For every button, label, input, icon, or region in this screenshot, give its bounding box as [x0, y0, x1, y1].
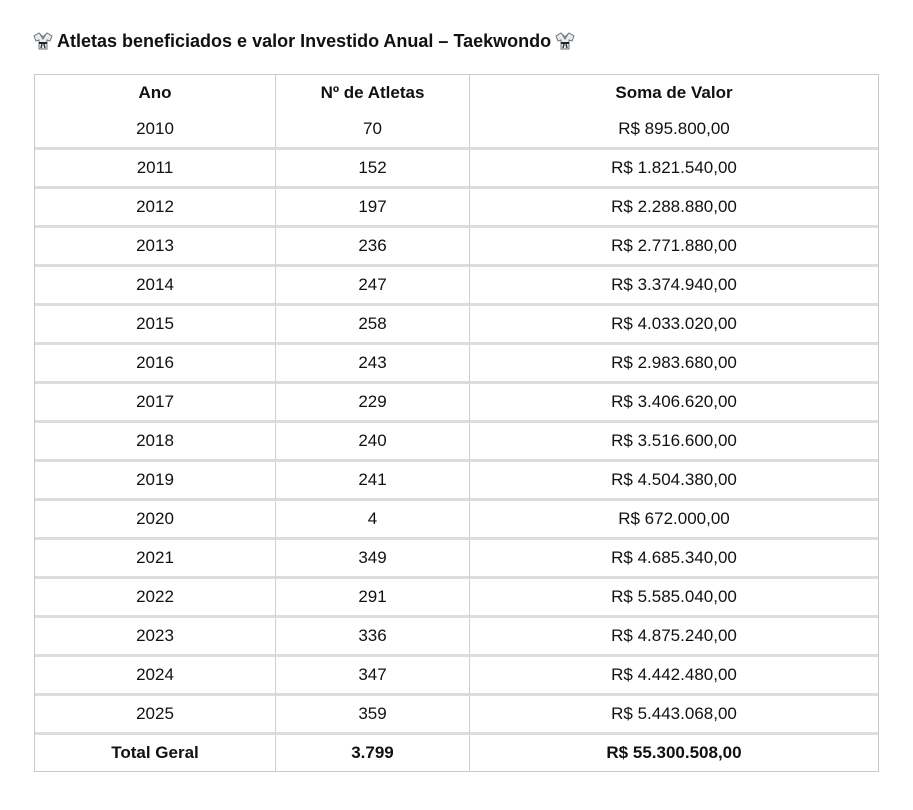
table-row	[35, 423, 878, 462]
cell-valor: R$ 3.516.600,00	[470, 423, 878, 462]
table-header-row	[35, 75, 878, 111]
cell-ano: 2015	[35, 306, 276, 345]
cell-atletas: 349	[276, 540, 470, 579]
cell-atletas: 70	[276, 111, 470, 150]
column-header-ano: Ano	[35, 75, 276, 111]
cell-atletas: 152	[276, 150, 470, 189]
cell-valor: R$ 5.585.040,00	[470, 579, 878, 618]
cell-ano: 2013	[35, 228, 276, 267]
table-row	[35, 501, 878, 540]
table-row	[35, 696, 878, 735]
table-row	[35, 540, 878, 579]
cell-valor: R$ 5.443.068,00	[470, 696, 878, 735]
cell-ano: 2018	[35, 423, 276, 462]
table-row	[35, 345, 878, 384]
table-row	[35, 189, 878, 228]
cell-ano: 2012	[35, 189, 276, 228]
taekwondo-uniform-icon	[33, 31, 53, 51]
cell-atletas: 197	[276, 189, 470, 228]
cell-ano: 2024	[35, 657, 276, 696]
cell-valor: R$ 2.288.880,00	[470, 189, 878, 228]
table-row	[35, 579, 878, 618]
cell-valor: R$ 4.033.020,00	[470, 306, 878, 345]
cell-atletas: 359	[276, 696, 470, 735]
cell-ano: 2025	[35, 696, 276, 735]
cell-ano: 2019	[35, 462, 276, 501]
cell-ano: 2022	[35, 579, 276, 618]
column-header-atletas: Nº de Atletas	[276, 75, 470, 111]
table-row	[35, 384, 878, 423]
cell-atletas: 247	[276, 267, 470, 306]
cell-atletas: 4	[276, 501, 470, 540]
cell-atletas: 336	[276, 618, 470, 657]
cell-ano: 2010	[35, 111, 276, 150]
cell-ano: 2017	[35, 384, 276, 423]
cell-valor: R$ 4.685.340,00	[470, 540, 878, 579]
cell-atletas: 258	[276, 306, 470, 345]
table-total-row	[35, 735, 878, 771]
table-row	[35, 111, 878, 150]
cell-valor: R$ 2.983.680,00	[470, 345, 878, 384]
table-row	[35, 306, 878, 345]
cell-valor: R$ 4.504.380,00	[470, 462, 878, 501]
cell-atletas: 240	[276, 423, 470, 462]
cell-valor: R$ 3.406.620,00	[470, 384, 878, 423]
cell-ano: 2011	[35, 150, 276, 189]
table-row	[35, 657, 878, 696]
total-valor: R$ 55.300.508,00	[606, 743, 742, 762]
cell-atletas: 291	[276, 579, 470, 618]
cell-ano: 2014	[35, 267, 276, 306]
table-row	[35, 267, 878, 306]
cell-ano: 2020	[35, 501, 276, 540]
table-row	[35, 150, 878, 189]
total-label: Total Geral	[35, 735, 276, 771]
cell-valor: R$ 895.800,00	[470, 111, 878, 150]
cell-ano: 2016	[35, 345, 276, 384]
cell-atletas: 229	[276, 384, 470, 423]
page-title	[33, 30, 575, 52]
cell-ano: 2023	[35, 618, 276, 657]
cell-atletas: 241	[276, 462, 470, 501]
table-row	[35, 462, 878, 501]
total-atletas: 3.799	[276, 735, 470, 771]
table-row	[35, 618, 878, 657]
cell-atletas: 236	[276, 228, 470, 267]
cell-valor: R$ 672.000,00	[470, 501, 878, 540]
cell-valor: R$ 4.442.480,00	[470, 657, 878, 696]
cell-atletas: 243	[276, 345, 470, 384]
cell-valor: R$ 1.821.540,00	[470, 150, 878, 189]
cell-valor: R$ 4.875.240,00	[470, 618, 878, 657]
cell-valor: R$ 3.374.940,00	[470, 267, 878, 306]
cell-atletas: 347	[276, 657, 470, 696]
page-title-text: Atletas beneficiados e valor Investido Anual – Taekwondo	[57, 30, 552, 51]
table-row	[35, 228, 878, 267]
athletes-table	[34, 74, 879, 772]
cell-valor: R$ 2.771.880,00	[470, 228, 878, 267]
taekwondo-uniform-icon	[555, 31, 575, 51]
cell-ano: 2021	[35, 540, 276, 579]
column-header-valor: Soma de Valor	[615, 83, 733, 102]
